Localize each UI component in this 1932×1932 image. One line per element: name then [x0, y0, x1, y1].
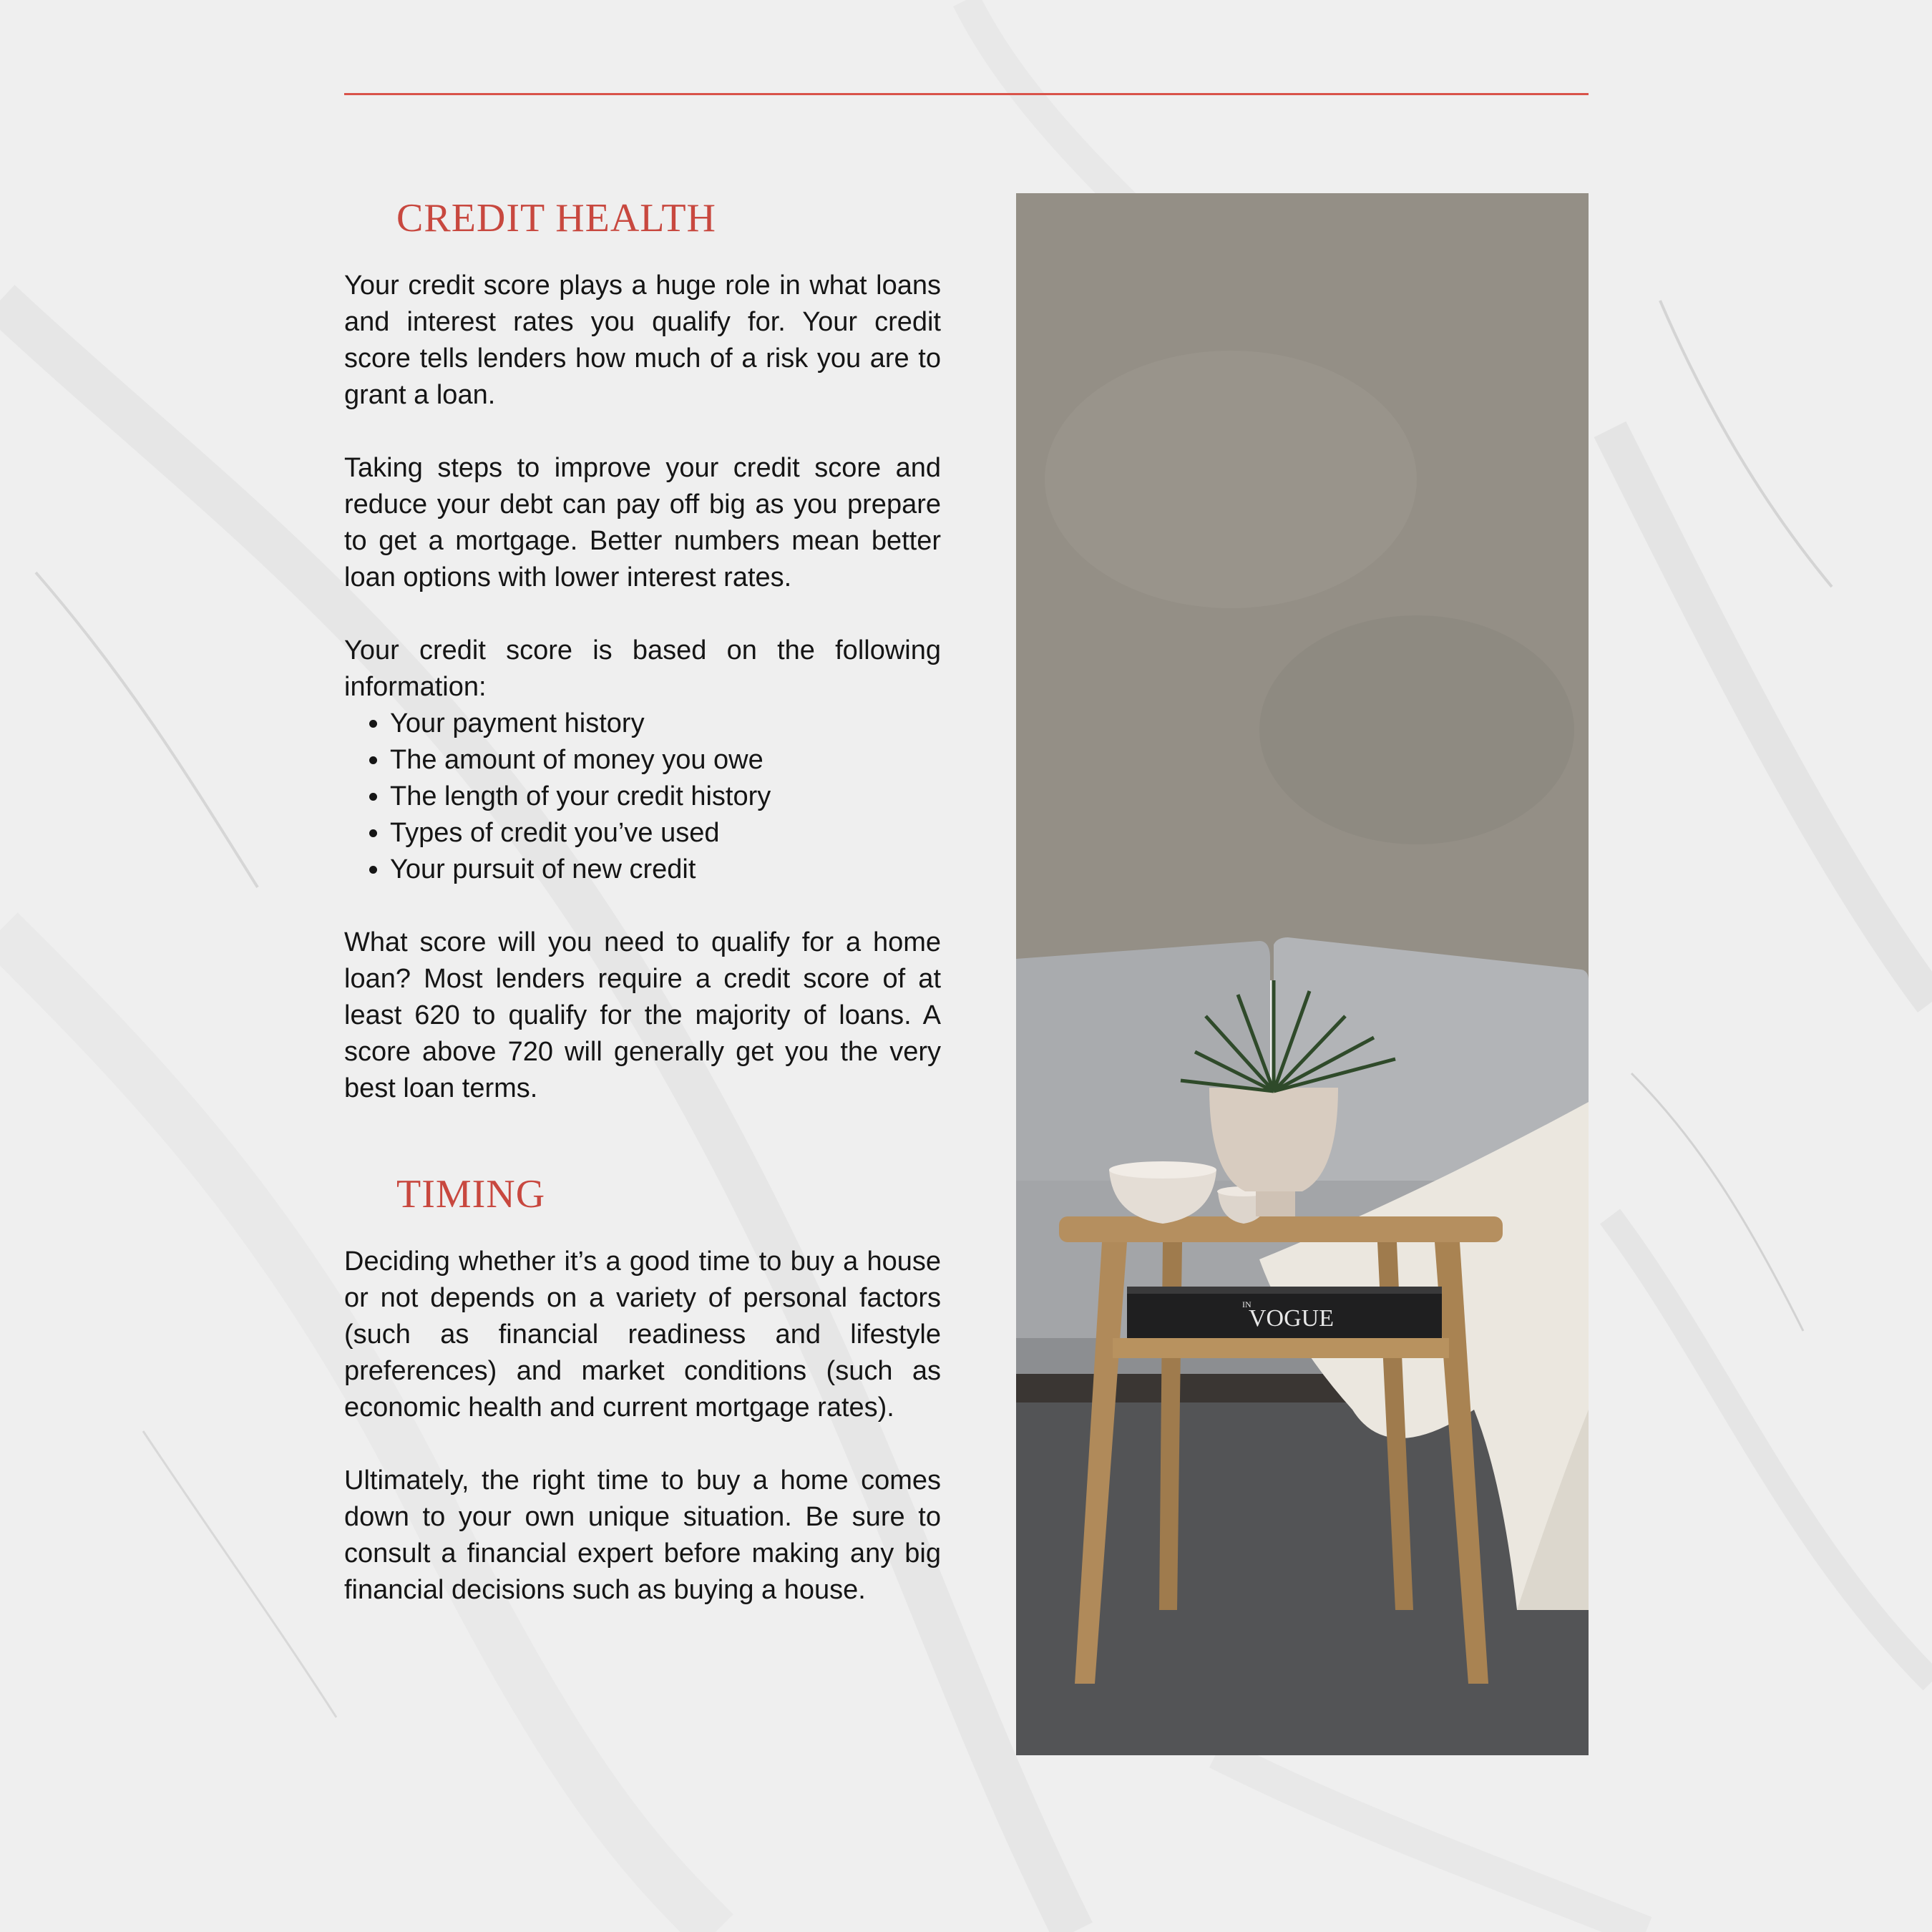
- credit-health-paragraph-4: What score will you need to qualify for a home loan? Most lenders require a credit score of at least 620 to qualify for the majority of loans. A score above 720 will generally get you the very best loan terms.: [344, 927, 941, 1103]
- book-title: VOGUE: [1249, 1305, 1334, 1332]
- book-prefix: IN: [1242, 1299, 1252, 1309]
- timing-paragraph-2: Ultimately, the right time to buy a home comes down to your own unique situation. Be sure to consult a financial expert before making any big financial decisions such as buying a house.: [344, 1465, 941, 1605]
- credit-health-paragraph-3: Your credit score is based on the following information:: [344, 635, 941, 702]
- list-item: • The amount of money you owe: [390, 742, 941, 779]
- top-divider-line: [344, 93, 1589, 95]
- credit-health-paragraph-2: Taking steps to improve your credit score and reduce your debt can pay off big as you prepare to get a mortgage. Better numbers mean better loan options with lower interest rates.: [344, 453, 941, 592]
- timing-paragraph-1: Deciding whether it’s a good time to buy a house or not depends on a variety of personal factors (such as financial readiness and lifestyle preferences) and market conditions (such as economic health and current mortgage rates).: [344, 1246, 941, 1423]
- list-item: • Your pursuit of new credit: [390, 852, 941, 888]
- list-item: • The length of your credit history: [390, 779, 941, 815]
- credit-health-heading: CREDIT HEALTH: [396, 196, 716, 240]
- list-item: • Your payment history: [390, 706, 941, 742]
- text-column: [344, 193, 941, 1645]
- credit-health-paragraph-1: Your credit score plays a huge role in what loans and interest rates you qualify for. Your credit score tells lenders how much of a risk you are to grant a loan.: [344, 270, 941, 410]
- timing-heading: TIMING: [396, 1172, 546, 1216]
- interior-photo: [1016, 193, 1589, 1755]
- list-item: • Types of credit you’ve used: [390, 815, 941, 852]
- credit-factors-list: [344, 706, 941, 888]
